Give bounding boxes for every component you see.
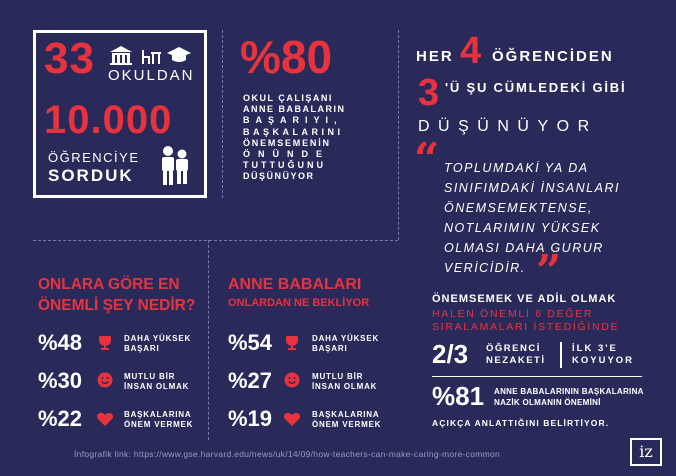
staff-percent: %80 <box>240 31 333 83</box>
quote-close-mark: ” <box>536 246 562 297</box>
ratio-four: 4 <box>460 30 482 72</box>
asked-label: SORDUK <box>48 166 134 185</box>
heart-icon <box>96 411 114 427</box>
staff-line: TUTTUĞUNU <box>243 160 326 171</box>
row-percent: %30 <box>38 368 83 393</box>
values-separator <box>560 342 562 368</box>
row-label <box>124 372 189 392</box>
students-view-title-line: ONLARA GÖRE EN <box>38 276 180 293</box>
values-sub-line: SIRALAMALARI İSTEDİĞİNDE <box>432 321 620 333</box>
values-frac-label <box>486 343 546 367</box>
staff-line: ANNE BABALARIN <box>243 104 346 115</box>
list-item <box>228 406 393 444</box>
ratio-three: 3 <box>418 72 440 114</box>
list-item <box>38 406 203 444</box>
row-label-line: MUTLU BİR <box>312 372 364 381</box>
staff-line: ÖNÜNDE <box>243 149 331 160</box>
quote-open-mark: “ <box>414 134 440 185</box>
schools-label: OKULDAN <box>108 67 195 84</box>
divider-vertical-right <box>398 30 399 240</box>
row-label-line: ÖNEM VERMEK <box>312 420 382 429</box>
brand-logo: iz <box>630 438 662 466</box>
students-count: 10.000 <box>44 98 173 142</box>
smiley-icon <box>97 372 113 388</box>
parents-view-title-line: ONLARDAN NE BEKLİYOR <box>228 297 370 309</box>
students-icon <box>158 145 192 187</box>
values-percent: %81 <box>432 381 485 411</box>
desk-icon <box>140 46 162 66</box>
values-pct-line3: AÇIKÇA ANLATTIĞINI BELİRTİYOR. <box>432 418 610 428</box>
list-item <box>228 368 393 406</box>
row-percent: %22 <box>38 406 83 431</box>
values-rank-label <box>572 343 634 367</box>
row-label-line: BAŞARI <box>124 344 160 353</box>
students-view-rows <box>38 330 203 444</box>
school-building-icon <box>108 44 134 66</box>
row-label-line: BAŞARI <box>312 344 348 353</box>
row-label-line: ÖNEM VERMEK <box>124 420 194 429</box>
staff-line: BAŞARIYI, <box>243 115 343 126</box>
row-percent: %19 <box>228 406 273 431</box>
values-pct-line: ANNE BABALARININ BAŞKALARINA <box>494 387 644 396</box>
list-item <box>38 330 203 368</box>
values-fraction: 2/3 <box>432 339 469 369</box>
row-percent: %48 <box>38 330 83 355</box>
values-frac-label-line: NEZAKETİ <box>486 355 546 366</box>
row-label-line: BAŞKALARINA <box>124 410 192 419</box>
row-label-line: DAHA YÜKSEK <box>312 334 380 343</box>
row-label <box>312 410 381 430</box>
ratio-from-students: ÖĞRENCİDEN <box>492 48 614 65</box>
divider-vertical-top <box>222 30 223 198</box>
ratio-prefix: HER <box>416 48 454 65</box>
row-label-line: BAŞKALARINA <box>312 410 380 419</box>
divider-vertical-bottom <box>208 240 209 440</box>
ratio-thinks: DÜŞÜNÜYOR <box>418 118 598 135</box>
students-view-title <box>38 274 195 316</box>
row-label-line: DAHA YÜKSEK <box>124 334 192 343</box>
staff-line: ÖNEMSEMENİN <box>243 137 331 148</box>
parents-view-rows <box>228 330 393 444</box>
values-sub-line: HALEN ÖNEMLİ 6 DEĞER <box>432 308 594 320</box>
values-heading: ÖNEMSEMEK VE ADİL OLMAK <box>432 293 617 305</box>
quote-line: SINIFIMDAKİ İNSANLARI <box>444 181 620 195</box>
heart-icon <box>283 411 301 427</box>
values-sub <box>432 308 619 334</box>
trophy-icon <box>283 335 301 351</box>
row-label <box>124 334 191 354</box>
parents-view-title-line: ANNE BABALARI <box>228 276 362 293</box>
row-label <box>124 410 193 430</box>
quote-line: VERİCİDİR. <box>444 261 526 275</box>
trophy-icon <box>96 335 114 351</box>
source-link[interactable]: İnfografik link: https://www.gse.harvard.edu/news/uk/14/09/how-teachers-can-make-caring-more-common <box>74 449 501 459</box>
staff-text <box>243 93 383 183</box>
values-frac-label-line: ÖĞRENCİ <box>486 343 541 354</box>
values-pct-line: NAZİK OLMANIN ÖNEMİNİ <box>494 398 601 407</box>
values-rule <box>432 376 642 377</box>
staff-line: OKUL ÇALIŞANI <box>243 93 333 103</box>
row-label <box>312 372 377 392</box>
row-label-line: MUTLU BİR <box>124 372 176 381</box>
graduation-cap-icon <box>166 44 192 64</box>
values-rank-label-line: İLK 3'E <box>572 343 618 354</box>
students-view-title-line: ÖNEMLİ ŞEY NEDİR? <box>38 297 196 314</box>
students-label: ÖĞRENCİYE <box>48 150 140 165</box>
schools-count: 33 <box>44 34 95 83</box>
quote-line: OLMASI DAHA GURUR <box>444 241 604 255</box>
quote-line: TOPLUMDAKİ YA DA <box>444 161 589 175</box>
row-percent: %54 <box>228 330 273 355</box>
staff-line: DÜŞÜNÜYOR <box>243 171 315 182</box>
values-rank-label-line: KOYUYOR <box>572 355 635 366</box>
smiley-icon <box>284 372 300 388</box>
parents-view-title <box>228 274 369 311</box>
row-label <box>312 334 379 354</box>
row-percent: %27 <box>228 368 273 393</box>
quote-line: NOTLARIMIN YÜKSEK <box>444 221 601 235</box>
values-pct-text <box>494 386 644 408</box>
quote-line: ÖNEMSEMEKTENSE, <box>444 201 593 215</box>
divider-horizontal <box>33 240 398 241</box>
row-label-line: İNSAN OLMAK <box>312 382 378 391</box>
list-item <box>228 330 393 368</box>
ratio-suffix: 'Ü ŞU CÜMLEDEKİ GİBİ <box>445 80 627 95</box>
row-label-line: İNSAN OLMAK <box>124 382 190 391</box>
staff-line: BAŞKALARINI <box>243 126 344 137</box>
list-item <box>38 368 203 406</box>
